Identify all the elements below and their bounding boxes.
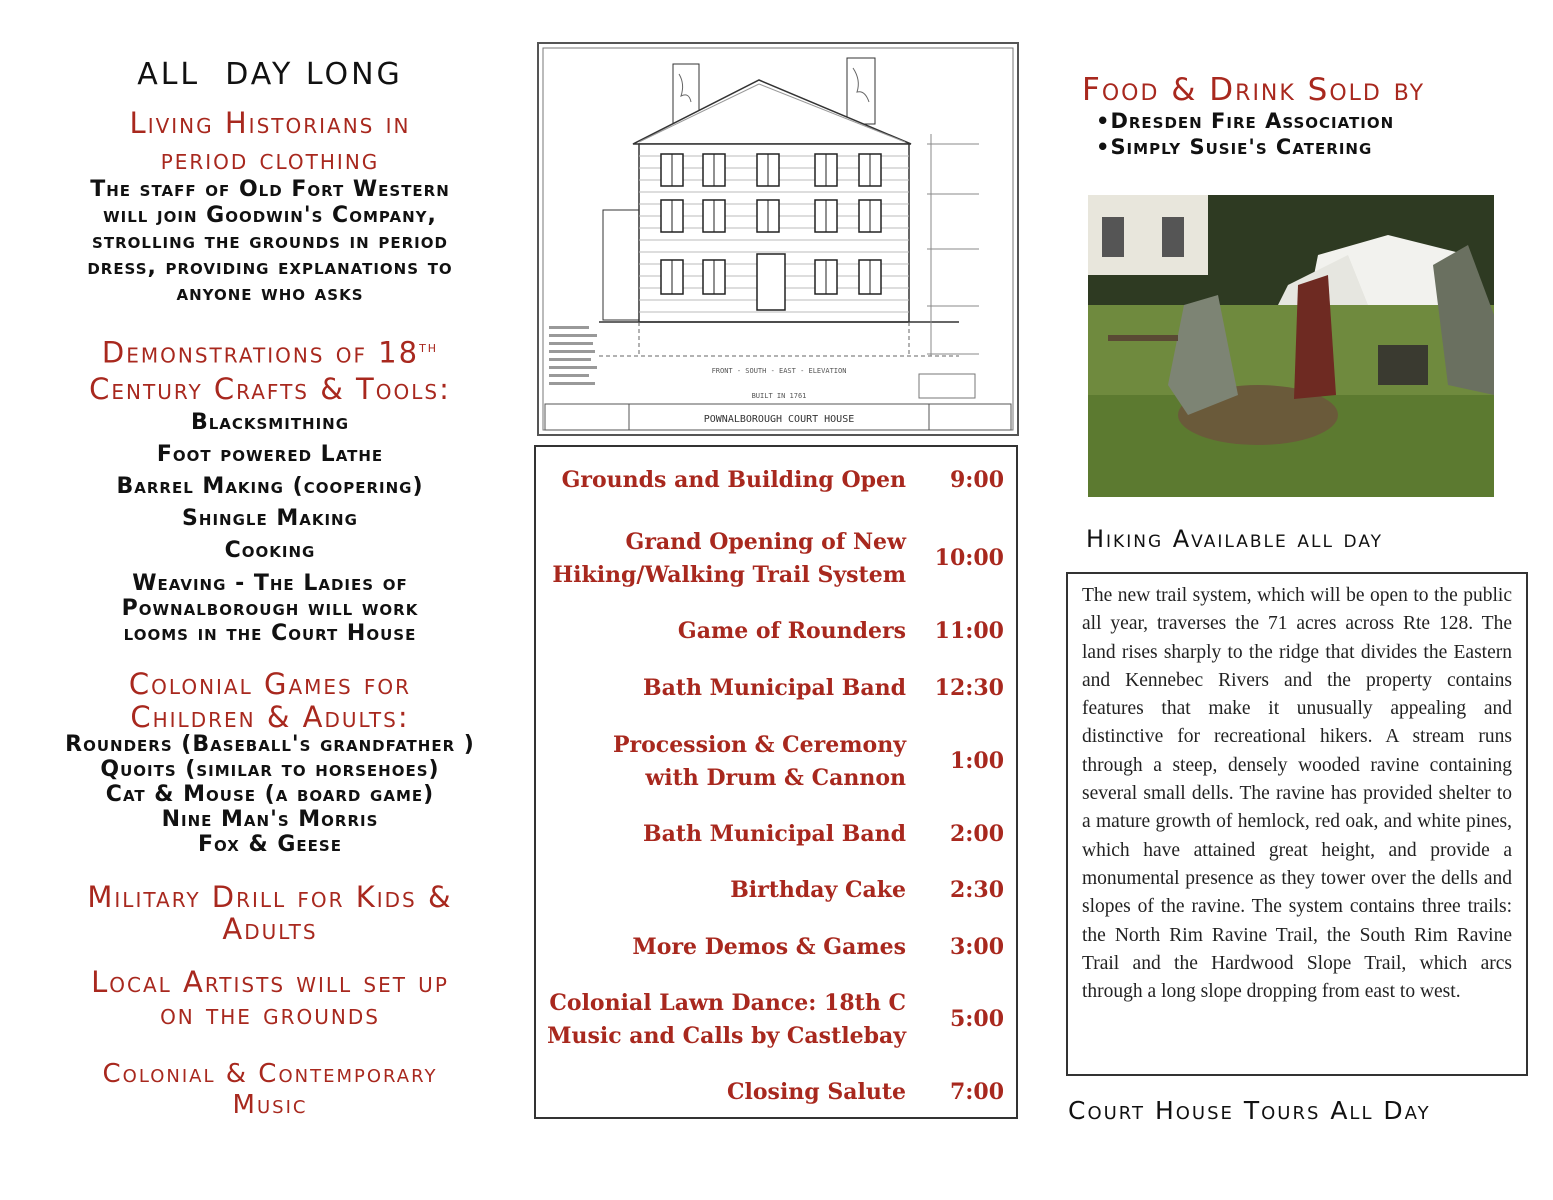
schedule-event-line: Music and Calls by Castlebay bbox=[547, 1023, 906, 1049]
demonstrations-title-2: Century Crafts & Tools: bbox=[89, 371, 451, 406]
court-house-drawing-icon bbox=[539, 44, 1017, 434]
food-vendor-name: Dresden Fire Association bbox=[1110, 109, 1395, 133]
music-title-1: Colonial & Contemporary bbox=[102, 1058, 438, 1089]
craft-item: Shingle Making bbox=[182, 505, 358, 531]
schedule-event-line: Colonial Lawn Dance: 18th C bbox=[549, 990, 906, 1016]
living-historians-title-1: Living Historians in bbox=[129, 106, 411, 140]
living-body-line: strolling the grounds in period bbox=[92, 229, 448, 254]
schedule-time: 7:00 bbox=[949, 1079, 1004, 1105]
drawing-built-label: BUILT IN 1761 bbox=[751, 392, 807, 400]
music-title-2: Music bbox=[232, 1089, 308, 1120]
schedule-event: Grounds and Building Open bbox=[561, 467, 906, 493]
games-title-2: Children & Adults: bbox=[130, 699, 410, 734]
food-vendor-item: •Simply Susie's Catering bbox=[1096, 135, 1373, 159]
demo-title-text: Demonstrations of 18 bbox=[101, 335, 420, 370]
schedule-time: 2:30 bbox=[949, 877, 1004, 903]
schedule-event-line: Hiking/Walking Trail System bbox=[552, 562, 906, 588]
schedule-event: Birthday Cake bbox=[730, 877, 906, 903]
game-item: Cat & Mouse (a board game) bbox=[105, 781, 435, 807]
game-item: Nine Man's Morris bbox=[161, 806, 379, 832]
schedule-event bbox=[613, 729, 906, 795]
schedule-event: Bath Municipal Band bbox=[642, 821, 906, 847]
demonstrations-title-1 bbox=[20, 329, 520, 371]
historians-photo bbox=[1088, 195, 1494, 497]
craft-item: Blacksmithing bbox=[190, 409, 350, 435]
craft-item: Barrel Making (coopering) bbox=[116, 473, 424, 499]
artists-title-1: Local Artists will set up bbox=[91, 964, 449, 999]
schedule-time: 1:00 bbox=[949, 748, 1004, 774]
schedule-time: 2:00 bbox=[949, 821, 1004, 847]
schedule-event bbox=[547, 987, 906, 1053]
schedule-time: 12:30 bbox=[934, 675, 1004, 701]
drawing-caption: POWNALBOROUGH COURT HOUSE bbox=[703, 414, 855, 425]
weaving-line: looms in the Court House bbox=[123, 620, 417, 646]
schedule-time: 5:00 bbox=[949, 1006, 1004, 1032]
court-house-tours: Court House Tours All Day bbox=[1068, 1096, 1431, 1125]
event-schedule bbox=[534, 445, 1018, 1119]
schedule-time: 3:00 bbox=[949, 934, 1004, 960]
schedule-event: Closing Salute bbox=[727, 1079, 906, 1105]
living-body-line: will join Goodwin's Company, bbox=[103, 203, 437, 228]
craft-item: Cooking bbox=[224, 537, 316, 563]
games-title-1: Colonial Games for bbox=[128, 666, 412, 701]
military-drill-title-1: Military Drill for Kids & bbox=[87, 879, 453, 914]
food-vendor-name: Simply Susie's Catering bbox=[1110, 135, 1373, 159]
weaving-line: Pownalborough will work bbox=[121, 595, 419, 621]
demo-title-sup: th bbox=[419, 337, 439, 356]
craft-item: Foot powered Lathe bbox=[156, 441, 384, 467]
weaving-line: Weaving - The Ladies of bbox=[132, 570, 408, 596]
schedule-event: Game of Rounders bbox=[677, 618, 906, 644]
schedule-time: 11:00 bbox=[934, 618, 1004, 644]
hiking-title: Hiking Available all day bbox=[1086, 525, 1384, 553]
living-body-line: dress, providing explanations to bbox=[87, 255, 453, 280]
game-item: Fox & Geese bbox=[198, 831, 342, 857]
schedule-event bbox=[552, 526, 906, 592]
schedule-event-line: Grand Opening of New bbox=[625, 529, 906, 555]
schedule-event: Bath Municipal Band bbox=[642, 675, 906, 701]
food-vendor-item: •Dresden Fire Association bbox=[1096, 109, 1395, 133]
schedule-event-line: with Drum & Cannon bbox=[645, 765, 906, 791]
living-body-line: The staff of Old Fort Western bbox=[90, 177, 450, 202]
game-item: Rounders (Baseball's grandfather ) bbox=[65, 731, 475, 757]
schedule-event: More Demos & Games bbox=[632, 934, 906, 960]
schedule-time: 9:00 bbox=[949, 467, 1004, 493]
court-house-elevation-drawing bbox=[537, 42, 1019, 436]
drawing-elevation-label: FRONT - SOUTH - EAST - ELEVATION bbox=[711, 367, 847, 375]
trail-description: The new trail system, which will be open to the public all year, traverses the 71 acres across Rte 128. The land rises sharply to the ridge that divides the Eastern and Kennebec Rivers and the property contains features that make it unusually appealing and distinctive for recreational hikers. A stream runs through a steep, densely wooded ravine containing several small dells. The ravine has provided shelter to a mature growth of hemlock, red oak, and white pines, which have attained great height, and provide a monumental presence as they tower over the dells and slopes of the ravine. The system contains three trails: the North Rim Ravine Trail, the South Rim Ravine Trail and the Hardwood Slope Trail, which arcs through a long slope dropping from east to west. bbox=[1066, 572, 1528, 1076]
living-historians-body bbox=[20, 177, 520, 307]
left-column bbox=[20, 58, 520, 1120]
schedule-time: 10:00 bbox=[934, 545, 1004, 571]
all-day-heading: ALL DAY LONG bbox=[137, 57, 403, 92]
living-historians-title-2: period clothing bbox=[160, 142, 380, 176]
artists-title-2: on the grounds bbox=[160, 996, 380, 1031]
reenactors-photo-icon bbox=[1088, 195, 1494, 497]
food-drink-title: Food & Drink Sold by bbox=[1082, 72, 1426, 108]
living-body-line: anyone who asks bbox=[176, 281, 364, 306]
game-item: Quoits (similar to horsehoes) bbox=[100, 756, 440, 782]
military-drill-title-2: Adults bbox=[222, 911, 318, 946]
schedule-event-line: Procession & Ceremony bbox=[612, 732, 906, 758]
